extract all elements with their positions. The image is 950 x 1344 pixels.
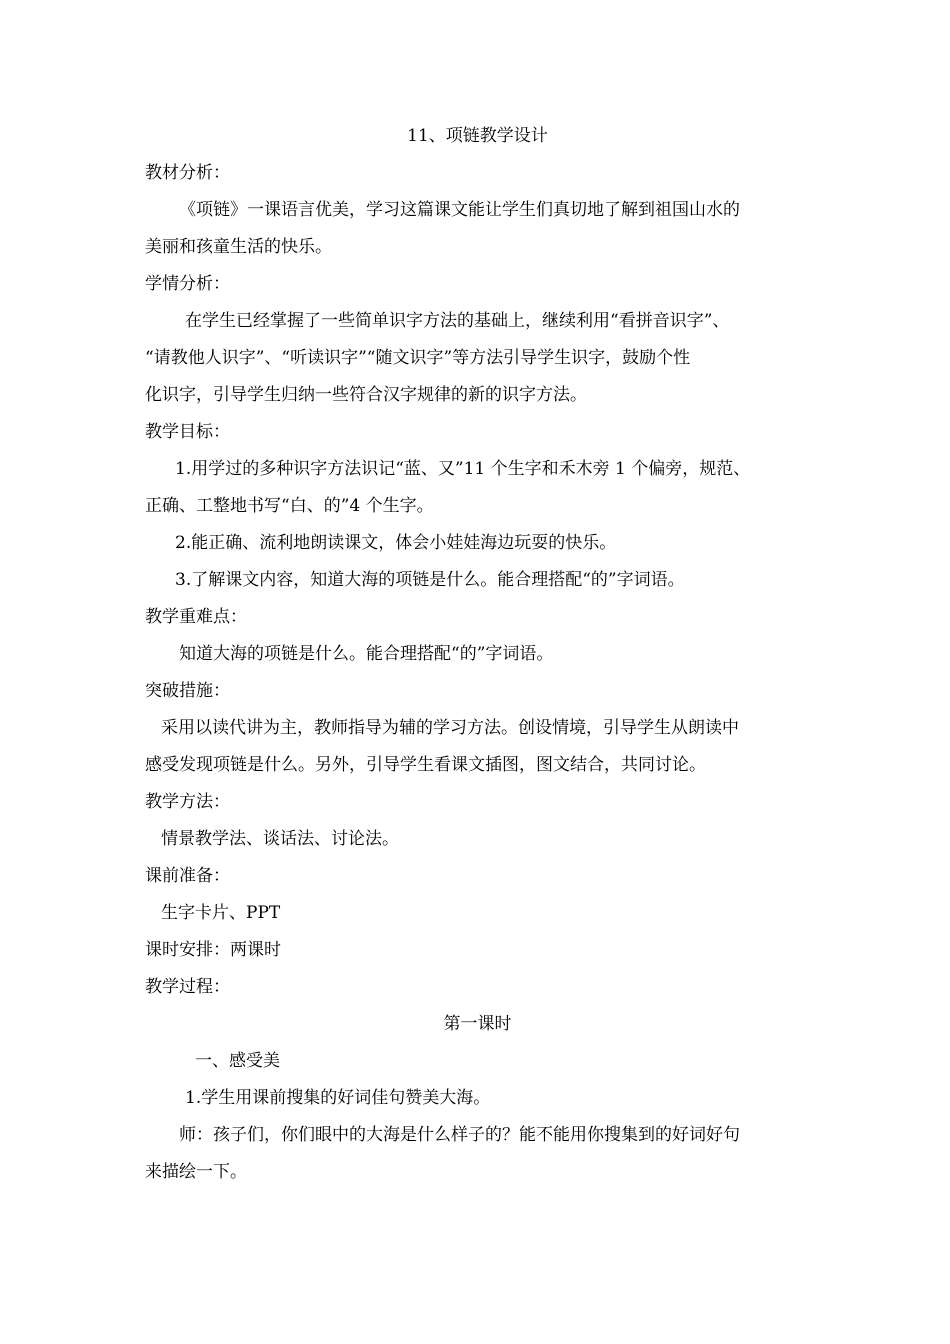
document-title: 11、项链教学设计 xyxy=(407,126,548,146)
key-points-line: 知道大海的项链是什么。能合理搭配“的”字词语。 xyxy=(179,644,554,664)
process-line: 1.学生用课前搜集的好词佳句赞美大海。 xyxy=(185,1088,491,1108)
preparation-heading: 课前准备： xyxy=(145,866,230,886)
schedule-line: 课时安排：两课时 xyxy=(145,940,281,960)
student-analysis-heading: 学情分析： xyxy=(145,274,230,294)
methods-heading: 教学方法： xyxy=(145,792,230,812)
key-points-heading: 教学重难点： xyxy=(145,607,247,627)
material-analysis-line: 美丽和孩童生活的快乐。 xyxy=(145,237,332,257)
teaching-goals-heading: 教学目标： xyxy=(145,422,230,442)
preparation-line: 生字卡片、PPT xyxy=(161,903,281,923)
process-line: 来描绘一下。 xyxy=(145,1162,247,1182)
teaching-goal-line: 1.用学过的多种识字方法识记“蓝、又”11 个生字和禾木旁 1 个偏旁，规范、 xyxy=(175,459,751,479)
student-analysis-line: 在学生已经掌握了一些简单识字方法的基础上，继续利用“看拼音识字”、 xyxy=(185,311,730,331)
process-heading: 教学过程： xyxy=(145,977,230,997)
student-analysis-line: “请教他人识字”、“听读识字”“随文识字”等方法引导学生识字，鼓励个性 xyxy=(145,348,691,368)
process-line: 师：孩子们，你们眼中的大海是什么样子的？能不能用你搜集到的好词好句 xyxy=(179,1125,740,1145)
teaching-goal-line: 正确、工整地书写“白、的”4 个生字。 xyxy=(145,496,434,516)
teaching-goal-line: 2.能正确、流利地朗读课文，体会小娃娃海边玩耍的快乐。 xyxy=(175,533,617,553)
document-body xyxy=(145,118,810,1191)
methods-line: 情景教学法、谈话法、讨论法。 xyxy=(161,829,399,849)
breakthrough-heading: 突破措施： xyxy=(145,681,230,701)
breakthrough-line: 采用以读代讲为主，教师指导为辅的学习方法。创设情境，引导学生从朗读中 xyxy=(161,718,739,738)
teaching-goal-line: 3.了解课文内容，知道大海的项链是什么。能合理搭配“的”字词语。 xyxy=(175,570,685,590)
material-analysis-line: 《项链》一课语言优美，学习这篇课文能让学生们真切地了解到祖国山水的 xyxy=(179,200,740,220)
lesson-title: 第一课时 xyxy=(443,1014,512,1034)
material-analysis-heading: 教材分析： xyxy=(145,163,230,183)
breakthrough-line: 感受发现项链是什么。另外，引导学生看课文插图，图文结合，共同讨论。 xyxy=(145,755,706,775)
step-title: 一、感受美 xyxy=(195,1051,280,1071)
student-analysis-line: 化识字，引导学生归纳一些符合汉字规律的新的识字方法。 xyxy=(145,385,587,405)
